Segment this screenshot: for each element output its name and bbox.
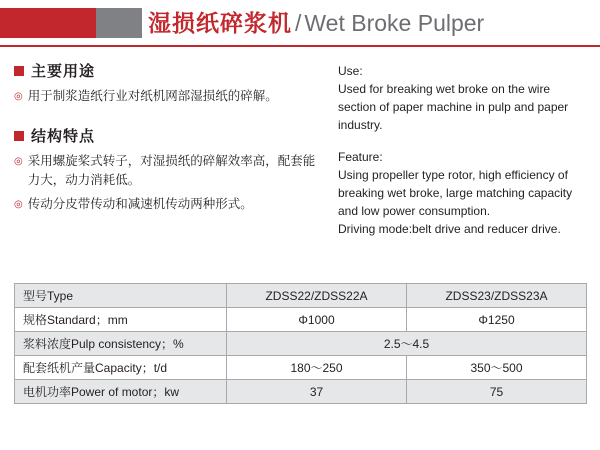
- driving-text: Driving mode:belt drive and reducer drive.: [338, 222, 561, 236]
- page-header: [0, 0, 600, 46]
- header-accent-gray: [96, 8, 142, 38]
- list-item-text: 用于制浆造纸行业对纸机网部湿损纸的碎解。: [27, 89, 278, 103]
- table-row: [15, 380, 587, 404]
- page-title-en: Wet Broke Pulper: [304, 10, 485, 36]
- list-item: [14, 195, 324, 214]
- square-bullet-icon: [14, 66, 24, 76]
- table-cell-label: 配套纸机产量Capacity；t/d: [15, 356, 227, 380]
- circle-bullet-icon: ◎: [14, 199, 23, 210]
- list-item-text: 传动分皮带传动和减速机传动两种形式。: [27, 197, 253, 211]
- list-item: [14, 152, 324, 190]
- header-divider: [0, 45, 600, 47]
- section-heading-purpose: [14, 60, 324, 81]
- table-cell-label: 规格Standard；mm: [15, 308, 227, 332]
- circle-bullet-icon: ◎: [14, 91, 23, 102]
- table-cell-value: Φ1250: [407, 308, 587, 332]
- table-cell-value: Φ1000: [227, 308, 407, 332]
- table-cell-label: 电机功率Power of motor；kw: [15, 380, 227, 404]
- table-row: [15, 356, 587, 380]
- table-cell-label: 浆料浓度Pulp consistency；%: [15, 332, 227, 356]
- use-block: [338, 62, 586, 134]
- table-row: [15, 308, 587, 332]
- feature-block: [338, 148, 586, 238]
- english-spacer: [338, 134, 586, 148]
- table-cell-value: 180～250: [227, 356, 407, 380]
- spec-table: [14, 283, 587, 404]
- section-heading-features-label: 结构特点: [31, 128, 96, 145]
- table-cell-value: 2.5～4.5: [227, 332, 587, 356]
- square-bullet-icon: [14, 131, 24, 141]
- table-cell-value: 350～500: [407, 356, 587, 380]
- use-label: Use:: [338, 64, 363, 78]
- page-title-cn: 湿损纸碎浆机: [148, 10, 292, 36]
- feature-text: Using propeller type rotor, high efficiency of breaking wet broke, large matching capacity and low power consumption.: [338, 168, 573, 218]
- section-spacer: [14, 111, 324, 125]
- left-column: [14, 60, 324, 238]
- table-header-cell: ZDSS22/ZDSS22A: [227, 284, 407, 308]
- table-row: [15, 332, 587, 356]
- header-accent-red: [0, 8, 96, 38]
- use-text: Used for breaking wet broke on the wire section of paper machine in pulp and paper industry.: [338, 82, 569, 132]
- list-item-text: 采用螺旋桨式转子，对湿损纸的碎解效率高，配套能力大，动力消耗低。: [27, 154, 316, 187]
- circle-bullet-icon: ◎: [14, 156, 23, 167]
- table-header-row: [15, 284, 587, 308]
- table-header-cell: 型号Type: [15, 284, 227, 308]
- content-area: [0, 46, 600, 238]
- page-title: [148, 4, 484, 42]
- spec-table-wrapper: [14, 283, 586, 404]
- right-column: [324, 60, 586, 238]
- section-heading-features: [14, 125, 324, 146]
- page-title-separator: /: [295, 10, 302, 36]
- table-header-cell: ZDSS23/ZDSS23A: [407, 284, 587, 308]
- feature-label: Feature:: [338, 150, 383, 164]
- table-cell-value: 37: [227, 380, 407, 404]
- list-item: [14, 87, 324, 106]
- section-heading-purpose-label: 主要用途: [31, 63, 96, 80]
- table-cell-value: 75: [407, 380, 587, 404]
